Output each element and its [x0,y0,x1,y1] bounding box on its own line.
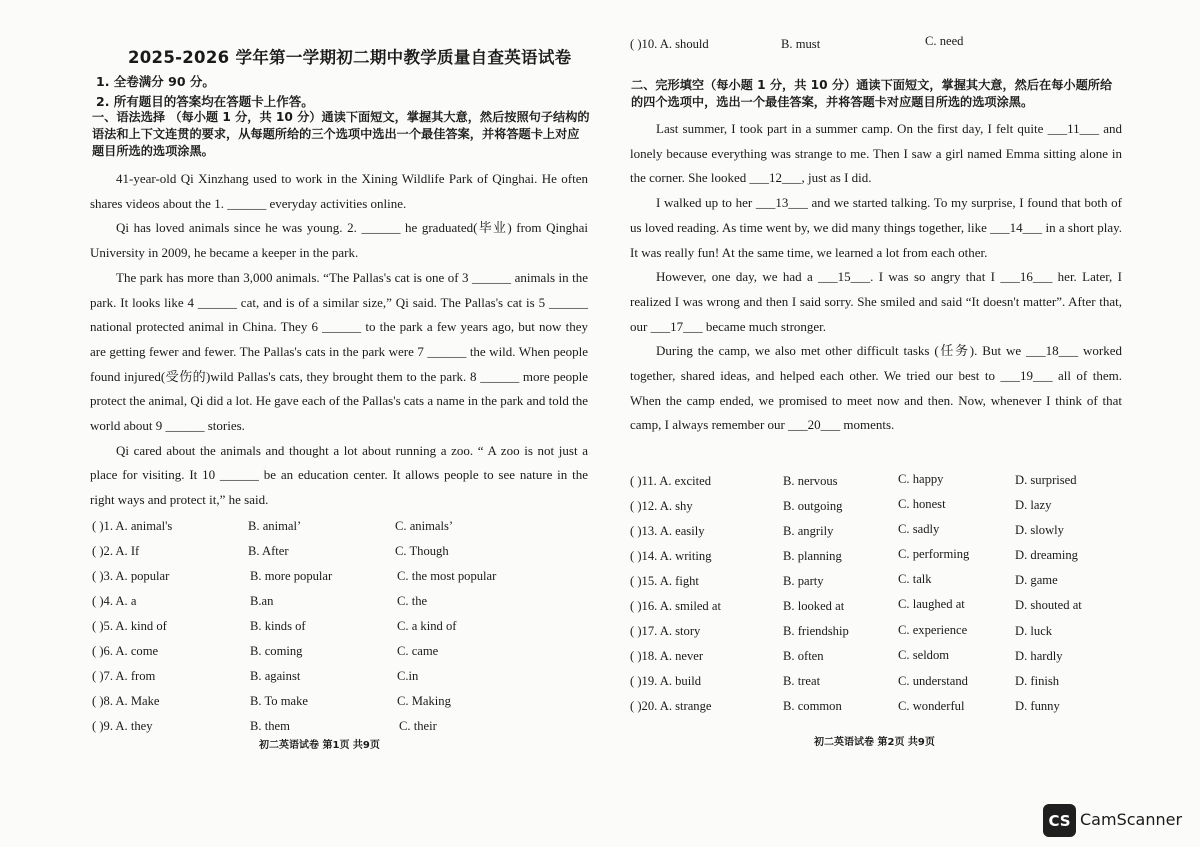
option-c[interactable]: C. their [399,719,437,733]
question-12[interactable]: ( )12. A. shy [630,499,693,513]
option-c[interactable]: C. talk [898,572,932,586]
option-b[interactable]: B. looked at [783,599,845,613]
passage-paragraph: Qi has loved animals since he was young. 2. ______ he graduated(毕业) from Qinghai University in 2009, he became a keeper in the park. [90,220,588,261]
option-b[interactable]: B. nervous [783,474,838,488]
option-d[interactable]: D. slowly [1015,523,1064,537]
grammar-passage [90,167,588,513]
question-5[interactable]: ( )5. A. kind of [92,619,167,633]
option-c[interactable]: C. seldom [898,648,950,662]
passage-paragraph: Last summer, I took part in a summer camp. On the first day, I felt quite ___11___ and lonely because everything was strange to me. Then I saw a girl named Emma sitting alone in the corner. She looked ___12___, just as I did. [630,121,1122,186]
question-11[interactable]: ( )11. A. excited [630,474,712,488]
passage-paragraph: However, one day, we had a ___15___. I was so angry that I ___16___ her. Later, I realized I was wrong and then I said sorry. She smiled and said “It doesn't matter”. After that, our ___17___ became much stronger. [630,269,1122,334]
section-2-heading: 二、完形填空（每小题 1 分，共 10 分）通读下面短文，掌握其大意，然后在每小题所给的四个选项中，选出一个最佳答案，并将答题卡对应题目所选的选项涂黑。 [631,78,1113,109]
option-c[interactable]: C. a kind of [397,619,457,633]
option-b[interactable]: B. common [783,699,842,713]
question-1[interactable]: ( )1. A. animal's [92,519,173,533]
option-b[interactable]: B. outgoing [783,499,843,513]
option-d[interactable]: D. dreaming [1015,548,1078,562]
question-13[interactable]: ( )13. A. easily [630,524,705,538]
option-b[interactable]: B. them [250,719,290,733]
question-9[interactable]: ( )9. A. they [92,719,153,733]
option-b[interactable]: B. against [250,669,301,683]
instruction-1: 1. 全卷满分 90 分。 [96,74,215,89]
option-b[interactable]: B. must [781,37,821,51]
option-b[interactable]: B. animal’ [248,519,302,533]
option-c[interactable]: C. the [397,594,428,608]
option-c[interactable]: C. honest [898,497,946,511]
question-8[interactable]: ( )8. A. Make [92,694,160,708]
question-19[interactable]: ( )19. A. build [630,674,702,688]
option-d[interactable]: D. shouted at [1015,598,1082,612]
option-b[interactable]: B. kinds of [250,619,306,633]
cloze-passage [630,117,1122,438]
question-16[interactable]: ( )16. A. smiled at [630,599,721,613]
option-c[interactable]: C.in [397,669,419,683]
option-b[interactable]: B. coming [250,644,303,658]
question-14[interactable]: ( )14. A. writing [630,549,712,563]
option-c[interactable]: C. wonderful [898,699,965,713]
option-d[interactable]: D. luck [1015,624,1053,638]
option-d[interactable]: D. finish [1015,674,1060,688]
option-b[interactable]: B. friendship [783,624,849,638]
question-10[interactable]: ( )10. A. should [630,37,709,51]
passage-paragraph: Qi cared about the animals and thought a lot about running a zoo. “ A zoo is not just a place for visiting. It 10 ______ be an education center. It allows people to see nature in the right ways and protect it,” he said. [90,442,588,508]
option-d[interactable]: D. funny [1015,699,1060,713]
option-b[interactable]: B. After [248,544,289,558]
passage-paragraph: During the camp, we also met other difficult tasks (任务). But we ___18___ worked together, shared ideas, and helped each other. We tried our best to ___19___ all of them. When the camp ended, we promised to meet now and then. Now, whenever I think of that camp, I always remember our ___20___ moments. [630,343,1122,433]
option-c[interactable]: C. experience [898,623,968,637]
option-b[interactable]: B. To make [250,694,308,708]
option-b[interactable]: B. treat [783,674,821,688]
option-c[interactable]: C. sadly [898,522,940,536]
instruction-2: 2. 所有题目的答案均在答题卡上作答。 [96,94,314,109]
option-c[interactable]: C. performing [898,547,970,561]
option-b[interactable]: B. party [783,574,824,588]
option-d[interactable]: D. hardly [1015,649,1063,663]
question-17[interactable]: ( )17. A. story [630,624,701,638]
camscanner-logo-icon: CS [1043,804,1076,837]
option-c[interactable]: C. understand [898,674,968,688]
question-15[interactable]: ( )15. A. fight [630,574,699,588]
option-d[interactable]: D. lazy [1015,498,1052,512]
question-2[interactable]: ( )2. A. If [92,544,140,558]
option-c[interactable]: C. need [925,34,964,48]
option-b[interactable]: B. angrily [783,524,834,538]
option-b[interactable]: B. planning [783,549,842,563]
page-footer: 初二英语试卷 第2页 共9页 [814,737,935,748]
camscanner-watermark: CamScanner [1080,810,1183,829]
option-c[interactable]: C. the most popular [397,569,497,583]
question-4[interactable]: ( )4. A. a [92,594,137,608]
passage-paragraph: I walked up to her ___13___ and we started talking. To my surprise, I found that both of us loved reading. As time went by, we did many things together, like ___14___ in a short play. It was really fun! At the same time, we learned a lot from each other. [630,195,1122,260]
option-d[interactable]: D. surprised [1015,473,1077,487]
question-7[interactable]: ( )7. A. from [92,669,156,683]
option-c[interactable]: C. Though [395,544,449,558]
passage-paragraph: The park has more than 3,000 animals. “The Pallas's cat is one of 3 ______ animals in the park. It looks like 4 ______ cat, and is of a similar size,” Qi said. The Pallas's cat is 5 ______ national protected animal in China. They 6 ______ to the park a few years ago, but now they are getting fewer and fewer. The Pallas's cats in the park were 7 ______ the wild. When people found injured(受伤的)wild Pallas's cats, they brought them to the park. 8 ______ more people protect the animal, Qi did a lot. He gave each of the Pallas's cats a name in the park and told the world about 9 ______ stories. [90,269,588,434]
option-b[interactable]: B. often [783,649,824,663]
passage-paragraph: 41-year-old Qi Xinzhang used to work in the Xining Wildlife Park of Qinghai. He often shares videos about the 1. ______ everyday activities online. [90,171,588,211]
question-20[interactable]: ( )20. A. strange [630,699,712,713]
question-3[interactable]: ( )3. A. popular [92,569,170,583]
section-1-heading: 一、语法选择 （每小题 1 分，共 10 分）通读下面短文，掌握其大意，然后按照句子结构的语法和上下文连贯的要求，从每题所给的三个选项中选出一个最佳答案，并将答题卡上对应题目所选的选项涂黑。 [92,110,590,158]
question-6[interactable]: ( )6. A. come [92,644,159,658]
question-18[interactable]: ( )18. A. never [630,649,704,663]
page-footer: 初二英语试卷 第1页 共9页 [259,740,380,751]
option-d[interactable]: D. game [1015,573,1058,587]
option-c[interactable]: C. came [397,644,439,658]
option-c[interactable]: C. laughed at [898,597,965,611]
exam-title: 2025-2026 学年第一学期初二期中教学质量自查英语试卷 [128,48,572,67]
option-b[interactable]: B.an [250,594,274,608]
option-c[interactable]: C. happy [898,472,944,486]
option-b[interactable]: B. more popular [250,569,333,583]
option-c[interactable]: C. Making [397,694,451,708]
option-c[interactable]: C. animals’ [395,519,454,533]
exam-page-2 [600,0,1200,847]
